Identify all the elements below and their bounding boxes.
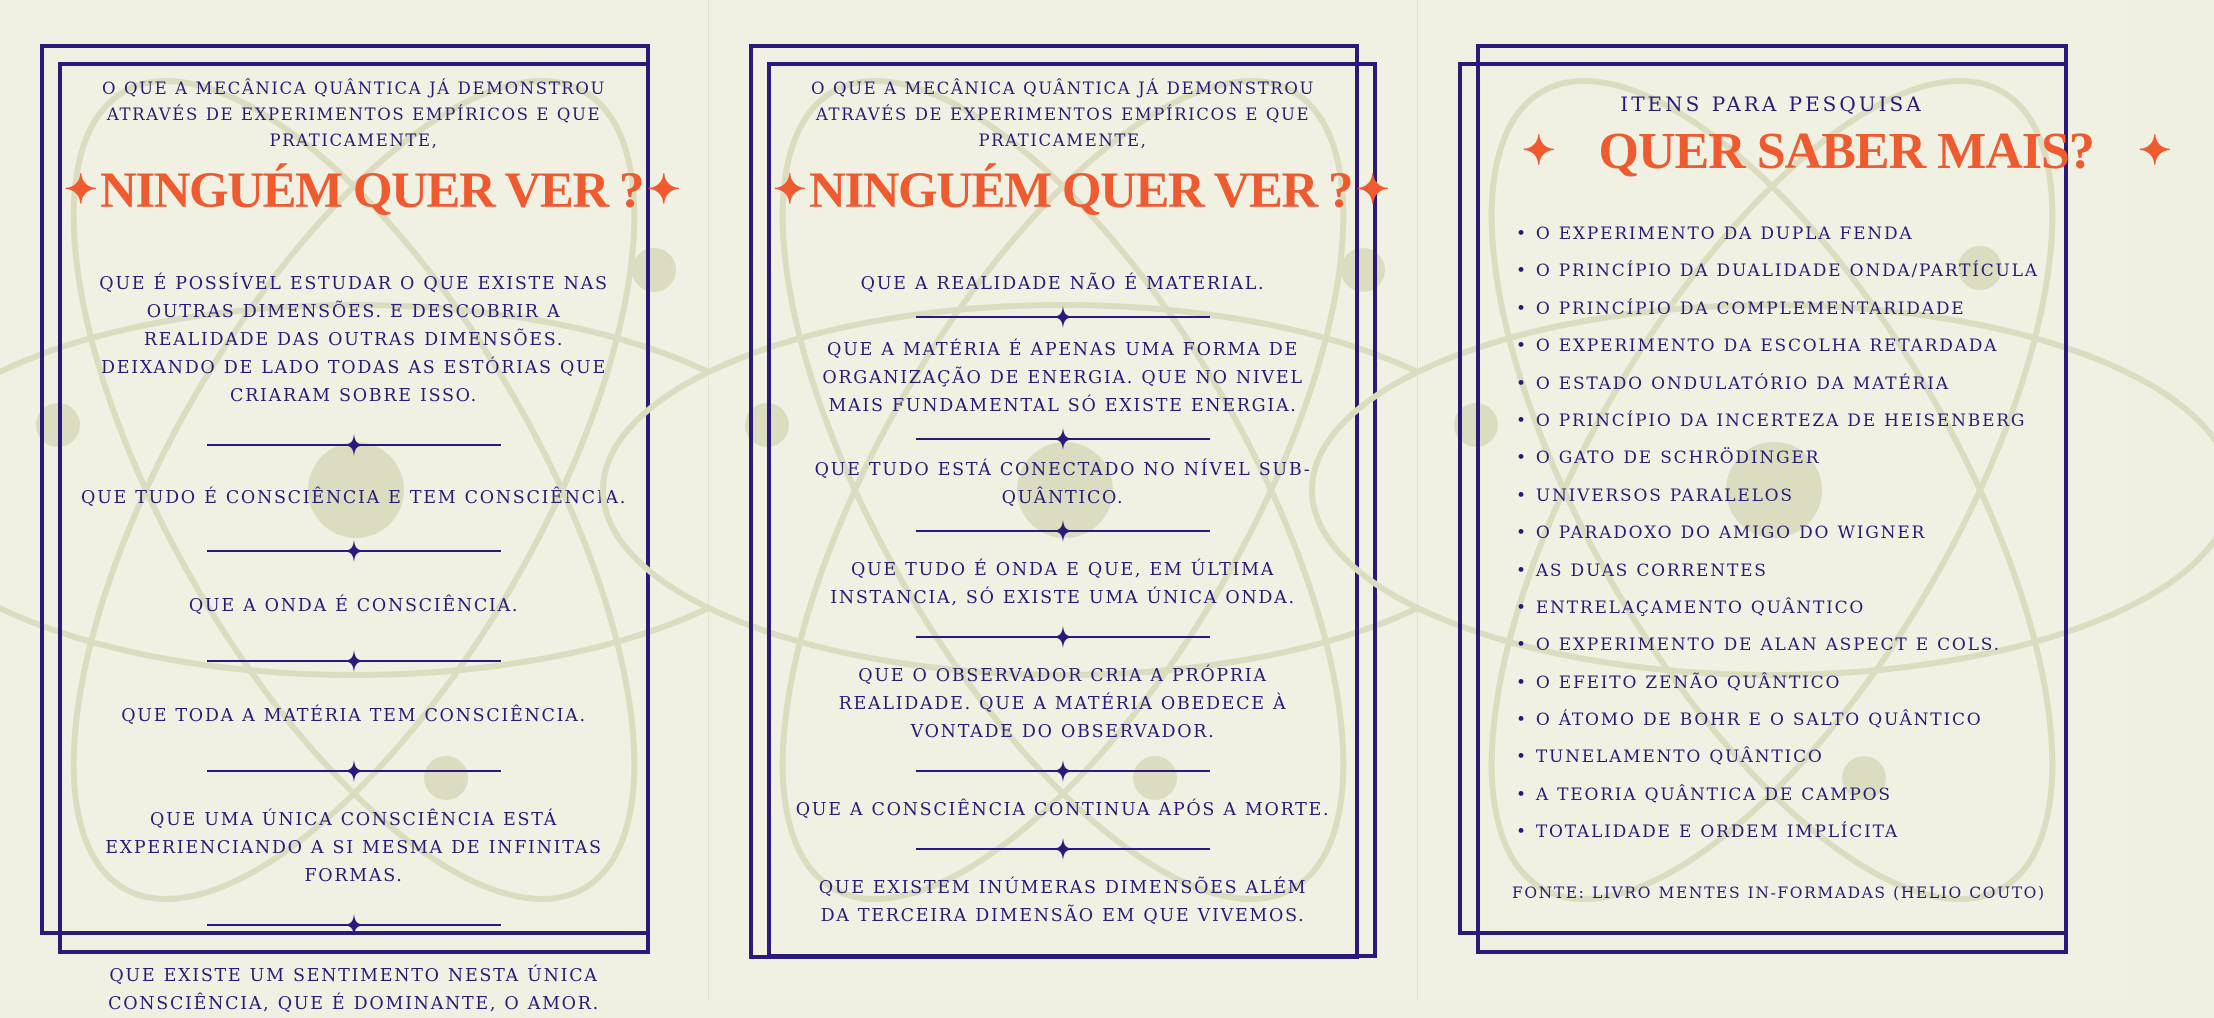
headline <box>769 162 1389 220</box>
star-icon: ✦ <box>2137 128 2171 173</box>
star-icon: ✦ <box>1356 167 1389 212</box>
list-item: • O PARADOXO DO AMIGO DO WIGNER <box>1516 523 1927 544</box>
headline-text: QUER SABER MAIS? <box>1598 123 2094 180</box>
star-icon: ✦ <box>773 167 806 212</box>
statement-item: QUE A MATÉRIA É APENAS UMA FORMA DE ORGANIZAÇÃO DE ENERGIA. QUE NO NIVEL MAIS FUNDAMENTAL SÓ EXISTE ENERGIA. <box>822 340 1304 416</box>
diamond-icon <box>343 760 365 782</box>
bullet-icon: • <box>1516 822 1528 843</box>
bullet-icon: • <box>1516 410 1528 431</box>
statement-item: QUE A REALIDADE NÃO É MATERIAL. <box>860 274 1266 294</box>
list-item: • O PRINCÍPIO DA DUALIDADE ONDA/PARTÍCULA <box>1516 261 2039 282</box>
diamond-icon <box>1052 838 1074 860</box>
bullet-icon: • <box>1516 672 1528 693</box>
star-icon: ✦ <box>647 167 680 212</box>
star-icon: ✦ <box>1522 128 1555 173</box>
diamond-divider <box>207 760 501 782</box>
bullet-icon: • <box>1516 710 1528 731</box>
bullet-icon: • <box>1516 373 1528 394</box>
list-item: • O EXPERIMENTO DA DUPLA FENDA <box>1516 224 1914 244</box>
diamond-icon <box>1052 520 1074 542</box>
star-icon: ✦ <box>64 167 97 212</box>
diamond-divider <box>916 520 1210 542</box>
bullet-icon: • <box>1516 635 1528 656</box>
diamond-icon <box>1052 760 1074 782</box>
statement-item: QUE TODA A MATÉRIA TEM CONSCIÊNCIA. <box>121 706 587 726</box>
list-item: • AS DUAS CORRENTES <box>1516 560 1768 581</box>
bullet-icon: • <box>1516 224 1528 244</box>
bullet-icon: • <box>1516 784 1528 805</box>
bullet-icon: • <box>1516 485 1528 506</box>
statement-item: QUE TUDO É CONSCIÊNCIA E TEM CONSCIÊNCIA. <box>81 488 627 508</box>
diamond-divider <box>207 540 501 562</box>
panel-left-content <box>60 68 680 1018</box>
section-kicker: ITENS PARA PESQUISA <box>1620 92 1924 116</box>
source-citation: FONTE: LIVRO MENTES IN-FORMADAS (HELIO COUTO) <box>1512 884 2046 902</box>
statement-item: QUE EXISTE UM SENTIMENTO NESTA ÚNICA CONSCIÊNCIA, QUE É DOMINANTE, O AMOR. <box>108 966 600 1014</box>
bullet-icon: • <box>1516 261 1528 282</box>
bullet-icon: • <box>1516 747 1528 768</box>
statement-item: QUE A CONSCIÊNCIA CONTINUA APÓS A MORTE. <box>795 800 1331 820</box>
bullet-icon: • <box>1516 448 1528 469</box>
headline-text: NINGUÉM QUER VER ? <box>100 163 644 219</box>
list-item: • TUNELAMENTO QUÂNTICO <box>1516 747 1824 768</box>
list-item: • ENTRELAÇAMENTO QUÂNTICO <box>1516 597 1866 618</box>
bullet-icon: • <box>1516 560 1528 581</box>
list-item: • O EXPERIMENTO DA ESCOLHA RETARDADA <box>1516 336 1999 357</box>
diamond-icon <box>1052 626 1074 648</box>
diamond-divider <box>916 306 1210 328</box>
headline-text: NINGUÉM QUER VER ? <box>809 163 1353 219</box>
statement-item: QUE TUDO ESTÁ CONECTADO NO NÍVEL SUB-QUÂNTICO. <box>814 460 1312 508</box>
list-item: • O ÁTOMO DE BOHR E O SALTO QUÂNTICO <box>1516 710 1983 731</box>
diamond-icon <box>1052 428 1074 450</box>
bullet-icon: • <box>1516 597 1528 618</box>
list-item: • TOTALIDADE E ORDEM IMPLÍCITA <box>1516 822 1899 843</box>
diamond-divider <box>916 428 1210 450</box>
diamond-icon <box>343 914 365 936</box>
list-item: • A TEORIA QUÂNTICA DE CAMPOS <box>1516 784 1892 805</box>
headline <box>60 162 680 220</box>
list-item: • O PRINCÍPIO DA INCERTEZA DE HEISENBERG <box>1516 410 2027 431</box>
panel-middle-content <box>769 68 1389 930</box>
research-topics-list <box>1516 216 2039 852</box>
intro-text: O QUE A MECÂNICA QUÂNTICA JÁ DEMONSTROU ATRAVÉS DE EXPERIMENTOS EMPÍRICOS E QUE PRATICAMENTE, <box>102 79 606 150</box>
list-item: • O EXPERIMENTO DE ALAN ASPECT E COLS. <box>1516 635 2001 656</box>
diamond-icon <box>1052 306 1074 328</box>
diamond-divider <box>916 626 1210 648</box>
diamond-icon <box>343 434 365 456</box>
statement-item: QUE TUDO É ONDA E QUE, EM ÚLTIMA INSTANCIA, SÓ EXISTE UMA ÚNICA ONDA. <box>830 560 1296 608</box>
bullet-icon: • <box>1516 336 1528 357</box>
bullet-icon: • <box>1516 523 1528 544</box>
statement-item: QUE O OBSERVADOR CRIA A PRÓPRIA REALIDADE. QUE A MATÉRIA OBEDECE À VONTADE DO OBSERVADOR. <box>838 666 1288 742</box>
bullet-icon: • <box>1516 298 1528 319</box>
statement-item: QUE UMA ÚNICA CONSCIÊNCIA ESTÁ EXPERIENCIANDO A SI MESMA DE INFINITAS FORMAS. <box>105 810 603 886</box>
intro-text: O QUE A MECÂNICA QUÂNTICA JÁ DEMONSTROU ATRAVÉS DE EXPERIMENTOS EMPÍRICOS E QUE PRATICAMENTE, <box>811 79 1315 150</box>
diamond-icon <box>343 540 365 562</box>
diamond-icon <box>343 650 365 672</box>
list-item: • O EFEITO ZENÃO QUÂNTICO <box>1516 672 1842 693</box>
headline <box>1478 122 2171 181</box>
list-item: • O PRINCÍPIO DA COMPLEMENTARIDADE <box>1516 298 1966 319</box>
statement-item: QUE EXISTEM INÚMERAS DIMENSÕES ALÉM DA TERCEIRA DIMENSÃO EM QUE VIVEMOS. <box>818 878 1308 926</box>
list-item: • O GATO DE SCHRÖDINGER <box>1516 448 1821 469</box>
list-item: • O ESTADO ONDULATÓRIO DA MATÉRIA <box>1516 373 1950 394</box>
diamond-divider <box>916 760 1210 782</box>
diamond-divider <box>916 838 1210 860</box>
statement-item: QUE É POSSÍVEL ESTUDAR O QUE EXISTE NAS OUTRAS DIMENSÕES. E DESCOBRIR A REALIDADE DAS OUTRAS DIMENSÕES. DEIXANDO DE LADO TODAS AS ESTÓRIAS QUE CRIARAM SOBRE ISSO. <box>99 274 609 406</box>
panel-right-content <box>1478 92 2171 181</box>
diamond-divider <box>207 434 501 456</box>
diamond-divider <box>207 914 501 936</box>
statement-item: QUE A ONDA É CONSCIÊNCIA. <box>188 596 520 616</box>
panel-right <box>1418 0 2171 1000</box>
list-item: • UNIVERSOS PARALELOS <box>1516 485 1794 506</box>
diamond-divider <box>207 650 501 672</box>
